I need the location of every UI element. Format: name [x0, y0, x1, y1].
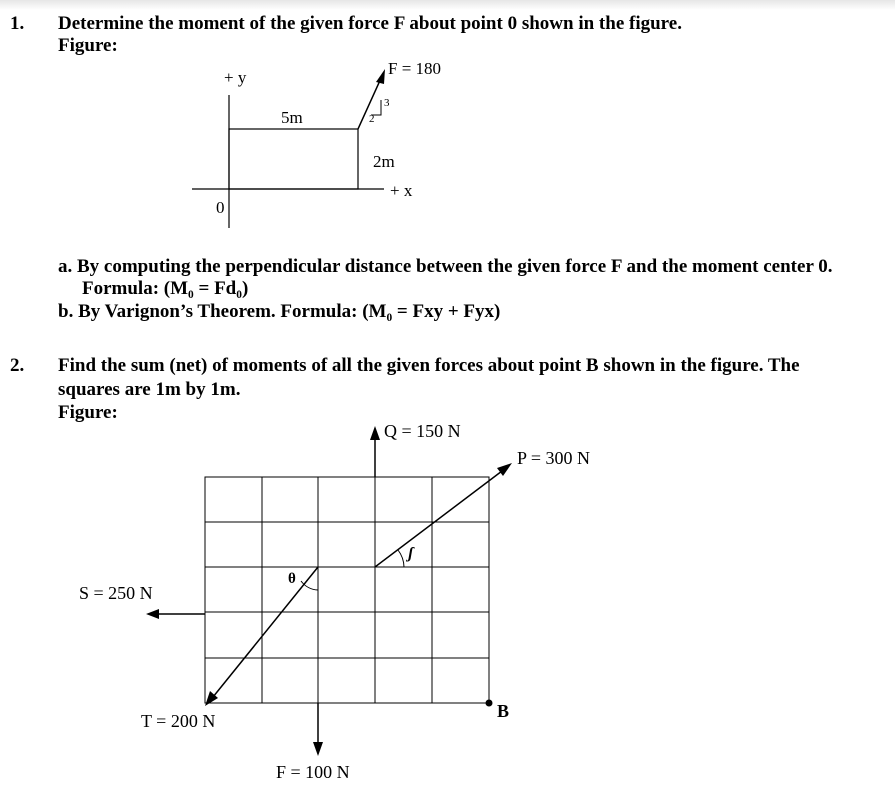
problem2-number: 2. [10, 355, 25, 376]
grid [205, 477, 489, 703]
width-label: 5m [281, 108, 303, 127]
grid-border [205, 477, 489, 703]
x-axis-label: + x [390, 181, 413, 200]
y-axis-label: + y [224, 68, 247, 87]
height-label: 2m [373, 152, 395, 171]
point-b-dot [486, 700, 493, 707]
origin-label: 0 [216, 198, 225, 217]
force-f-label: F = 180 [388, 59, 442, 78]
problem1-number: 1. [10, 13, 25, 34]
problem2-question-line1: Find the sum (net) of moments of all the given forces about point B shown in the figure. The [58, 355, 800, 376]
problem1-figure-label: Figure: [58, 35, 118, 56]
problem1-part-a-formula: Formula: (M₀ = Fd₀) [82, 278, 249, 299]
force-s-arrowhead [146, 609, 159, 619]
force-p-arrowhead [497, 463, 512, 476]
problem1-part-b: b. By Varignon’s Theorem. Formula: (M₀ = Fxy + Fyx) [58, 301, 501, 322]
angle-theta-label: θ [288, 571, 296, 587]
problem2-figure-label: Figure: [58, 402, 118, 423]
force-p-label: P = 300 N [517, 448, 590, 468]
force-q-arrowhead [370, 426, 380, 440]
force-p-line [375, 471, 502, 567]
problem1-part-a: a. By computing the perpendicular distance between the given force F and the moment center 0. [58, 256, 833, 277]
force-s-label: S = 250 N [79, 583, 153, 603]
problem2-question-line2: squares are 1m by 1m. [58, 379, 241, 400]
force-f2-arrowhead [313, 742, 323, 756]
angle-f-label: ʃ [408, 545, 414, 562]
force-t-label: T = 200 N [141, 711, 216, 731]
problem1-question: Determine the moment of the given force F about point 0 shown in the figure. [58, 13, 682, 34]
slope-run-label: 2 [369, 113, 375, 125]
point-b-label: B [497, 701, 510, 721]
angle-arc-p [398, 550, 404, 567]
force-q-label: Q = 150 N [384, 421, 461, 441]
force-t-line [213, 567, 318, 697]
force-f2-label: F = 100 N [276, 762, 350, 782]
slope-rise-label: 3 [384, 97, 390, 109]
